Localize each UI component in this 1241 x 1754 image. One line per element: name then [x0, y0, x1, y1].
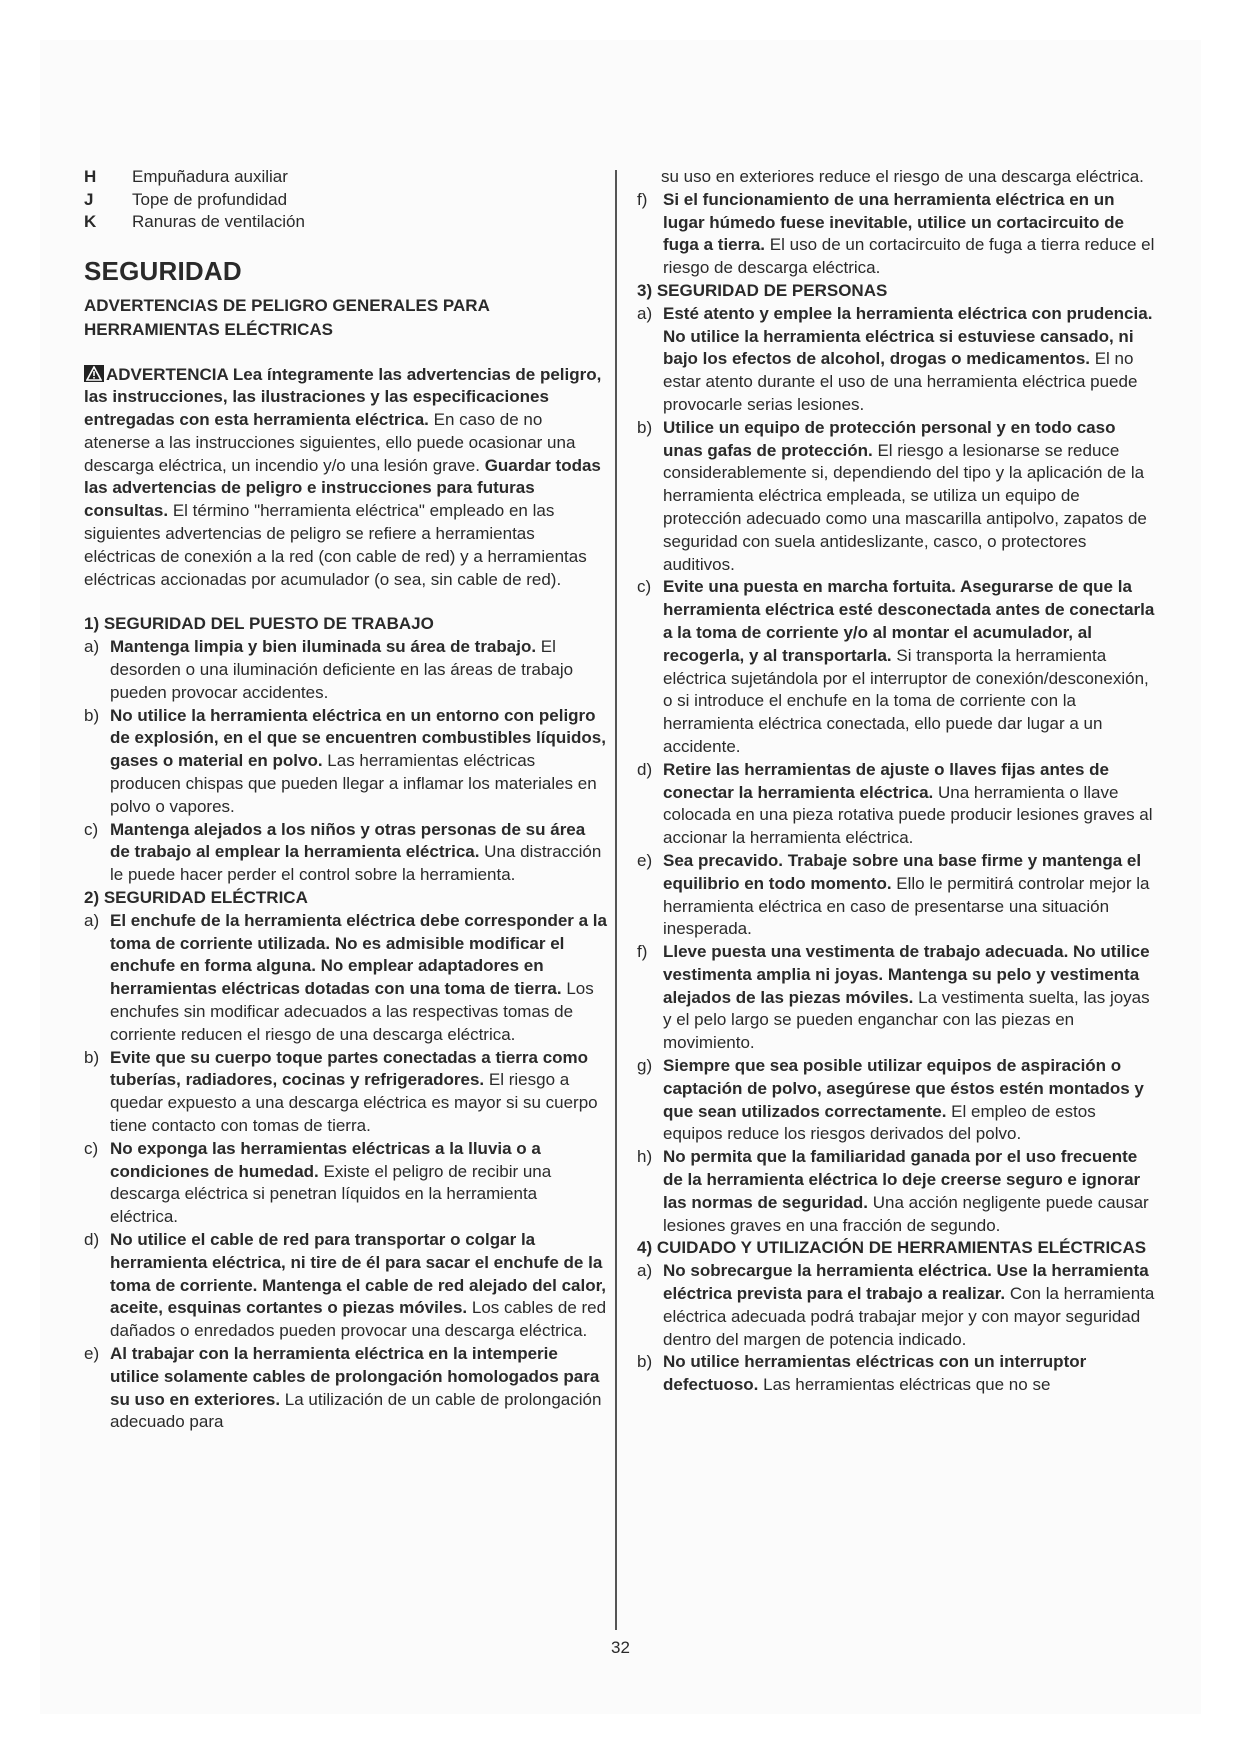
- list-item: [84, 1047, 608, 1138]
- warning-bold-1: ADVERTENCIA Lea íntegramente las advertencias de peligro, las instrucciones, las ilustraciones y las especificaciones entregadas con esta herramienta eléctrica.: [84, 364, 602, 430]
- list-item: [637, 1055, 1157, 1146]
- item-text: Con la herramienta eléctrica adecuada podrá trabajar mejor y con mayor seguridad dentro del margen de potencia indicado.: [663, 1284, 1155, 1349]
- item-bold: Sea precavido. Trabaje sobre una base firme y mantenga el equilibrio en todo momento.: [663, 850, 1142, 893]
- item-label: e): [637, 850, 653, 870]
- section-title-1: 1) SEGURIDAD DEL PUESTO DE TRABAJO: [84, 614, 434, 634]
- legend-row: [84, 211, 608, 234]
- subheading: ADVERTENCIAS DE PELIGRO GENERALES PARA HERRAMIENTAS ELÉCTRICAS: [84, 295, 490, 339]
- item-bold: Mantenga alejados a los niños y otras personas de su área de trabajo al emplear la herramienta eléctrica.: [110, 819, 586, 862]
- continuation-text: su uso en exteriores reduce el riesgo de una descarga eléctrica.: [661, 167, 1144, 186]
- legend-key: H: [84, 167, 97, 186]
- item-bold: Utilice un equipo de protección personal y en todo caso unas gafas de protección.: [663, 417, 1116, 460]
- item-label: a): [84, 910, 100, 930]
- item-text: El desorden o una iluminación deficiente en las áreas de trabajo pueden provocar accidentes.: [110, 637, 574, 702]
- item-bold: Evite que su cuerpo toque partes conectadas a tierra como tuberías, radiadores, cocinas y refrigeradores.: [110, 1047, 589, 1090]
- list-item: [637, 850, 1157, 941]
- section-title-4: 4) CUIDADO Y UTILIZACIÓN DE HERRAMIENTAS ELÉCTRICAS: [637, 1238, 1147, 1258]
- item-bold: Evite una puesta en marcha fortuita. Asegurarse de que la herramienta eléctrica esté desconectada antes de conectarla a la toma de corriente y/o al montar el acumulador, al recogerla, y al transportarla.: [663, 577, 1155, 665]
- general-warning: [84, 364, 608, 592]
- item-text: Una distracción le puede hacer perder el control sobre la herramienta.: [110, 842, 602, 885]
- list-item: [637, 303, 1157, 417]
- list-item: [84, 1343, 608, 1434]
- item-label: f): [637, 942, 648, 962]
- section-title-3: 3) SEGURIDAD DE PERSONAS: [637, 280, 888, 300]
- item-bold: Siempre que sea posible utilizar equipos de aspiración o captación de polvo, asegúrese que éstos estén montados y que sean utilizados correctamente.: [663, 1056, 1144, 1121]
- list-item: [84, 910, 608, 1047]
- item-label: d): [84, 1229, 100, 1249]
- item-text: Ello le permitirá controlar mejor la herramienta eléctrica en caso de presentarse una situación inesperada.: [663, 873, 1150, 939]
- list-item: [637, 576, 1157, 758]
- list-item: [84, 819, 608, 887]
- item-bold: No utilice herramientas eléctricas con un interruptor defectuoso.: [663, 1352, 1087, 1395]
- item-text: Una acción negligente puede causar lesiones graves en una fracción de segundo.: [663, 1192, 1149, 1235]
- legend-key: K: [84, 212, 97, 231]
- item-bold: El enchufe de la herramienta eléctrica debe corresponder a la toma de corriente utilizada. No es admisible modificar el enchufe en forma alguna. No emplear adaptadores en herramientas eléctricas dotadas con una toma de tierra.: [110, 910, 607, 999]
- warning-text-1: En caso de no atenerse a las instrucciones siguientes, ello puede ocasionar una descarga eléctrica, un incendio y/o una lesión grave.: [84, 410, 576, 475]
- list-item: [637, 189, 1157, 280]
- item-label: c): [637, 577, 652, 597]
- item-label: d): [637, 759, 653, 779]
- item-bold: No utilice la herramienta eléctrica en un entorno con peligro de explosión, en el que se encuentren combustibles líquidos, gases o material en polvo.: [110, 705, 606, 771]
- list-item: [84, 705, 608, 819]
- item-bold: No utilice el cable de red para transportar o colgar la herramienta eléctrica, ni tire de él para sacar el enchufe de la toma de corriente. Mantenga el cable de red alejado del calor, aceite, esquinas cortantes o piezas móviles.: [110, 1229, 606, 1318]
- item-text: Los cables de red dañados o enredados pueden provocar una descarga eléctrica.: [110, 1298, 607, 1341]
- page-number: 32: [611, 1638, 630, 1657]
- item-label: b): [637, 417, 653, 437]
- item-text: La utilización de un cable de prolongación adecuado para: [110, 1389, 602, 1432]
- item-text: Existe el peligro de recibir una descarga eléctrica si penetran líquidos en la herramienta eléctrica.: [110, 1161, 552, 1227]
- right-column: [637, 166, 1157, 1397]
- item-bold: Si el funcionamiento de una herramienta eléctrica en un lugar húmedo fuese inevitable, utilice un cortacircuito de fuga a tierra.: [663, 189, 1124, 255]
- section-title-2: 2) SEGURIDAD ELÉCTRICA: [84, 888, 308, 908]
- item-label: a): [637, 1261, 653, 1281]
- list-item: [637, 417, 1157, 577]
- list-item: [637, 1351, 1157, 1397]
- item-bold: Retire las herramientas de ajuste o llaves fijas antes de conectar la herramienta eléctrica.: [663, 759, 1109, 802]
- legend-key: J: [84, 189, 94, 209]
- item-bold: Mantenga limpia y bien iluminada su área de trabajo.: [110, 637, 537, 657]
- item-label: b): [84, 1047, 100, 1067]
- item-bold: No sobrecargue la herramienta eléctrica. Use la herramienta eléctrica prevista para el trabajo a realizar.: [663, 1261, 1149, 1304]
- warning-text-2: El término "herramienta eléctrica" empleado en las siguientes advertencias de peligro se refiere a herramientas eléctricas de conexión a la red (con cable de red) y a herramientas eléctricas accionadas por acumulador (o sea, sin cable de red).: [84, 501, 587, 589]
- item-bold: Lleve puesta una vestimenta de trabajo adecuada. No utilice vestimenta amplia ni joyas. Mantenga su pelo y vestimenta alejados de las piezas móviles.: [663, 942, 1150, 1007]
- item-label: b): [84, 705, 100, 725]
- legend-row: [84, 189, 608, 212]
- list-item: [637, 1146, 1157, 1237]
- item-label: h): [637, 1147, 653, 1167]
- warning-triangle-icon: [84, 365, 104, 382]
- item-text: El no estar atento durante el uso de una herramienta eléctrica puede provocarle serias lesiones.: [663, 349, 1138, 414]
- list-item: [637, 1260, 1157, 1351]
- section-heading: SEGURIDAD: [84, 255, 242, 286]
- left-column: [84, 166, 608, 1434]
- list-item: [84, 1138, 608, 1229]
- item-label: c): [84, 1138, 99, 1158]
- item-text: La vestimenta suelta, las joyas y el pelo largo se pueden enganchar con las piezas en movimiento.: [663, 987, 1150, 1053]
- item-label: a): [84, 637, 100, 657]
- item-text: Si transporta la herramienta eléctrica sujetándola por el interruptor de conexión/desconexión, o si introduce el enchufe en la toma de corriente con la herramienta eléctrica conectada, ello puede dar lugar a un accidente.: [663, 645, 1149, 756]
- item-label: g): [637, 1056, 653, 1076]
- item-label: c): [84, 819, 99, 839]
- list-item: [84, 636, 608, 704]
- legend-text: Tope de profundidad: [132, 189, 288, 209]
- parts-legend: [84, 166, 608, 234]
- item-bold: Esté atento y emplee la herramienta eléctrica con prudencia. No utilice la herramienta eléctrica si estuviese cansado, ni bajo los efectos de alcohol, drogas o medicamentos.: [663, 303, 1153, 369]
- item-bold: Al trabajar con la herramienta eléctrica en la intemperie utilice solamente cables de prolongación homologados para su uso en exteriores.: [110, 1343, 600, 1409]
- list-item: [84, 1229, 608, 1343]
- item-label: e): [84, 1343, 100, 1363]
- item-text: El uso de un cortacircuito de fuga a tierra reduce el riesgo de descarga eléctrica.: [663, 235, 1155, 278]
- column-divider: [615, 170, 617, 1630]
- list-item: [637, 759, 1157, 850]
- item-label: f): [637, 189, 648, 209]
- item-text: Los enchufes sin modificar adecuados a las respectivas tomas de corriente reducen el riesgo de una descarga eléctrica.: [110, 979, 594, 1044]
- item-text: Las herramientas eléctricas producen chispas que pueden llegar a inflamar los materiales en polvo o vapores.: [110, 751, 597, 816]
- item-text: El empleo de estos equipos reduce los riesgos derivados del polvo.: [663, 1101, 1096, 1144]
- item-bold: No exponga las herramientas eléctricas a la lluvia o a condiciones de humedad.: [110, 1138, 541, 1181]
- item-bold: No permita que la familiaridad ganada por el uso frecuente de la herramienta eléctrica lo deje creerse seguro e ignorar las normas de seguridad.: [663, 1147, 1141, 1212]
- item-text: El riesgo a lesionarse se reduce considerablemente si, dependiendo del tipo y la aplicación de la herramienta eléctrica empleada, se utiliza un equipo de protección adecuado como una mascarilla antipolvo, zapatos de seguridad con suela antideslizante, casco, o protectores auditivos.: [663, 440, 1147, 574]
- item-label: b): [637, 1352, 653, 1372]
- legend-text: Ranuras de ventilación: [132, 212, 305, 231]
- legend-row: [84, 166, 608, 189]
- warning-bold-2: Guardar todas las advertencias de peligro e instrucciones para futuras consultas.: [84, 455, 601, 521]
- list-item: [637, 941, 1157, 1055]
- item-text: Una herramienta o llave colocada en una pieza rotativa puede producir lesiones graves al accionar la herramienta eléctrica.: [663, 782, 1153, 848]
- legend-text: Empuñadura auxiliar: [132, 167, 288, 186]
- item-text: El riesgo a quedar expuesto a una descarga eléctrica es mayor si su cuerpo tiene contacto con tomas de tierra.: [110, 1070, 598, 1135]
- item-text: Las herramientas eléctricas que no se: [758, 1375, 1051, 1395]
- item-label: a): [637, 303, 653, 323]
